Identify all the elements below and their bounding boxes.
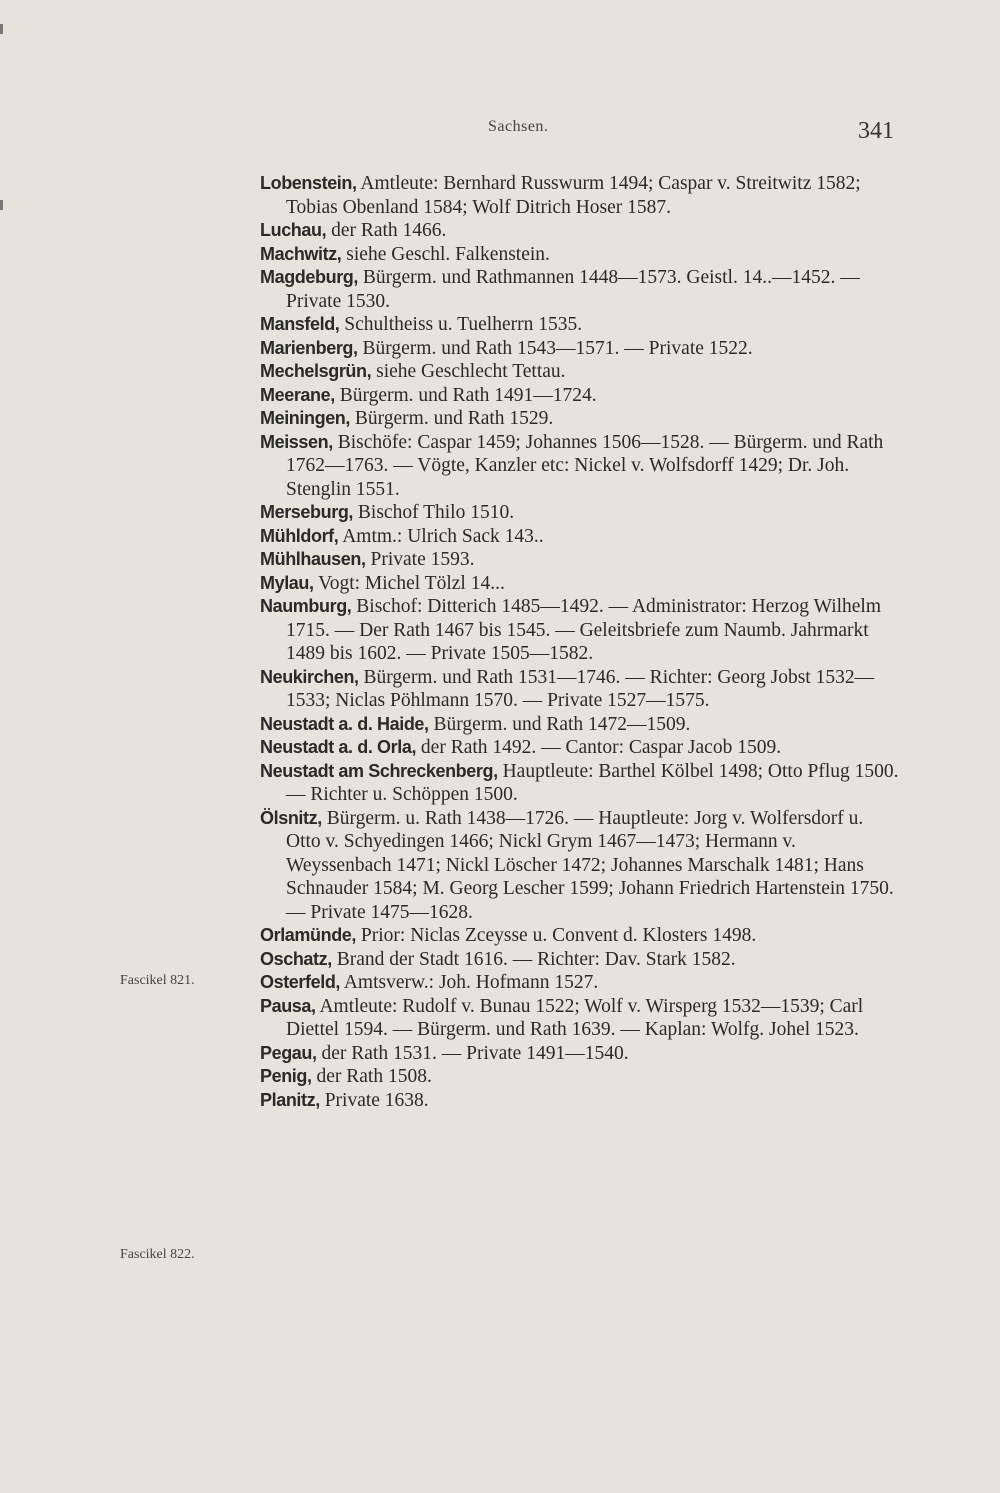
place-name: Mühlhausen,	[260, 549, 366, 569]
page-number: 341	[858, 118, 894, 144]
place-name: Mansfeld,	[260, 314, 340, 334]
entry-oelsnitz	[260, 807, 900, 925]
entry-text: Amtsverw.: Joh. Hofmann 1527.	[340, 972, 599, 993]
entry-magdeburg	[260, 266, 900, 313]
entry-text: Bürgerm. u. Rath 1438—1726. — Hauptleute: Jorg v. Wolfersdorf u. Otto v. Schyedingen 1466; Nickl Grym 1467—1473; Hermann v. Weyssenbach 1471; Nickl Löscher 1472; Johannes Marschalk 1481; Hans Schnauder 1584; M. Georg Lescher 1599; Johann Friedrich Hartenstein 1750. — Private 1475—1628.	[286, 807, 894, 923]
place-name: Pegau,	[260, 1042, 317, 1063]
entry-text: Bürgerm. und Rath 1531—1746. — Richter: Georg Jobst 1532—1533; Niclas Pöhlmann 1570. — Private 1527—1575.	[286, 666, 875, 711]
entry-neustadt-orla	[260, 736, 900, 760]
entry-mylau	[260, 572, 900, 596]
place-name: Naumburg,	[260, 596, 352, 616]
entry-text: Vogt: Michel Tölzl 14...	[313, 572, 505, 594]
place-name: Neustadt am Schreckenberg,	[260, 760, 498, 781]
entry-mechelsgruen	[260, 360, 900, 384]
entry-text: Private 1638.	[319, 1089, 429, 1111]
place-name: Pausa,	[260, 995, 316, 1016]
entry-text: siehe Geschlecht Tettau.	[371, 361, 566, 382]
entry-text: Prior: Niclas Zceysse u. Convent d. Klosters 1498.	[356, 925, 757, 946]
entry-meiningen	[260, 407, 900, 431]
running-title: Sachsen.	[488, 118, 549, 135]
entry-text: Bürgerm. und Rath 1529.	[350, 408, 554, 429]
entry-pausa	[260, 995, 900, 1042]
place-name: Merseburg,	[260, 502, 354, 522]
entry-text: Bischöfe: Caspar 1459; Johannes 1506—1528. — Bürgerm. und Rath 1762—1763. — Vögte, Kanzler etc: Nickel v. Wolfsdorff 1429; Dr. Joh. Stenglin 1551.	[286, 431, 884, 500]
entry-meerane	[260, 384, 900, 408]
entry-marienberg	[260, 337, 900, 361]
entry-text: der Rath 1492. — Cantor: Caspar Jacob 1509.	[416, 737, 782, 758]
place-name: Marienberg,	[260, 337, 358, 358]
entry-planitz	[260, 1089, 900, 1113]
entry-text: Bischof Thilo 1510.	[353, 502, 515, 523]
entry-muehldorf	[260, 525, 900, 549]
entry-list	[260, 172, 900, 1112]
entry-text: Amtleute: Bernhard Russwurm 1494; Caspar v. Streitwitz 1582; Tobias Obenland 1584; Wolf Ditrich Hoser 1587.	[286, 173, 861, 218]
place-name: Mühldorf,	[260, 525, 339, 546]
place-name: Luchau,	[260, 220, 327, 240]
place-name: Magdeburg,	[260, 267, 358, 287]
place-name: Mylau,	[260, 572, 314, 593]
entry-text: Amtleute: Rudolf v. Bunau 1522; Wolf v. Wirsperg 1532—1539; Carl Diettel 1594. — Bürgerm. und Rath 1639. — Kaplan: Wolfg. Johel 1523.	[286, 995, 864, 1040]
place-name: Lobenstein,	[260, 173, 357, 193]
entry-pegau	[260, 1042, 900, 1066]
place-name: Neustadt a. d. Haide,	[260, 713, 429, 734]
place-name: Planitz,	[260, 1089, 320, 1110]
entry-merseburg	[260, 501, 900, 525]
entry-mansfeld	[260, 313, 900, 337]
entry-luchau	[260, 219, 900, 243]
entry-neustadt-schreckenberg	[260, 760, 900, 807]
entry-neukirchen	[260, 666, 900, 713]
entry-text: Amtm.: Ulrich Sack 143..	[338, 525, 544, 547]
place-name: Penig,	[260, 1066, 312, 1086]
place-name: Ölsnitz,	[260, 807, 322, 828]
place-name: Mechelsgrün,	[260, 361, 372, 381]
entry-machwitz	[260, 243, 900, 267]
entry-text: siehe Geschl. Falkenstein.	[341, 243, 550, 265]
entry-text: Bürgerm. und Rath 1472—1509.	[428, 713, 691, 735]
entry-text: Bürgerm. und Rath 1491—1724.	[334, 384, 597, 406]
entry-penig	[260, 1065, 900, 1089]
entry-naumburg	[260, 595, 900, 666]
page-edge-mark	[0, 200, 3, 210]
entry-text: Schultheiss u. Tuelherrn 1535.	[339, 314, 583, 335]
entry-text: der Rath 1508.	[311, 1066, 432, 1087]
place-name: Oschatz,	[260, 948, 332, 969]
place-name: Meerane,	[260, 384, 335, 405]
entry-text: Bürgerm. und Rath 1543—1571. — Private 1522.	[357, 337, 753, 359]
entry-text: Hauptleute: Barthel Kölbel 1498; Otto Pflug 1500. — Richter u. Schöppen 1500.	[286, 760, 899, 805]
place-name: Neukirchen,	[260, 666, 359, 687]
place-name: Orlamünde,	[260, 925, 357, 945]
entry-muehlhausen	[260, 548, 900, 572]
entry-text: der Rath 1531. — Private 1491—1540.	[316, 1042, 629, 1064]
entry-text: Bürgerm. und Rathmannen 1448—1573. Geistl. 14..—1452. — Private 1530.	[286, 267, 860, 312]
place-name: Meiningen,	[260, 408, 350, 428]
entry-meissen	[260, 431, 900, 502]
entry-neustadt-haide	[260, 713, 900, 737]
place-name: Neustadt a. d. Orla,	[260, 737, 417, 757]
entry-orlamuende	[260, 924, 900, 948]
entry-text: der Rath 1466.	[326, 220, 447, 241]
place-name: Meissen,	[260, 431, 333, 452]
entry-text: Private 1593.	[365, 549, 475, 570]
place-name: Machwitz,	[260, 243, 342, 264]
margin-note-fascikel-821: Fascikel 821.	[120, 973, 195, 988]
entry-text: Bischof: Ditterich 1485—1492. — Administrator: Herzog Wilhelm 1715. — Der Rath 1467 bis 1545. — Geleitsbriefe zum Naumb. Jahrmarkt 1489 bis 1602. — Private 1505—1582.	[286, 596, 882, 664]
margin-note-fascikel-822: Fascikel 822.	[120, 1247, 195, 1262]
entry-osterfeld	[260, 971, 900, 995]
entry-lobenstein	[260, 172, 900, 219]
place-name: Osterfeld,	[260, 972, 341, 992]
entry-text: Brand der Stadt 1616. — Richter: Dav. Stark 1582.	[331, 948, 736, 970]
entry-oschatz	[260, 948, 900, 972]
page-edge-mark	[0, 24, 3, 34]
